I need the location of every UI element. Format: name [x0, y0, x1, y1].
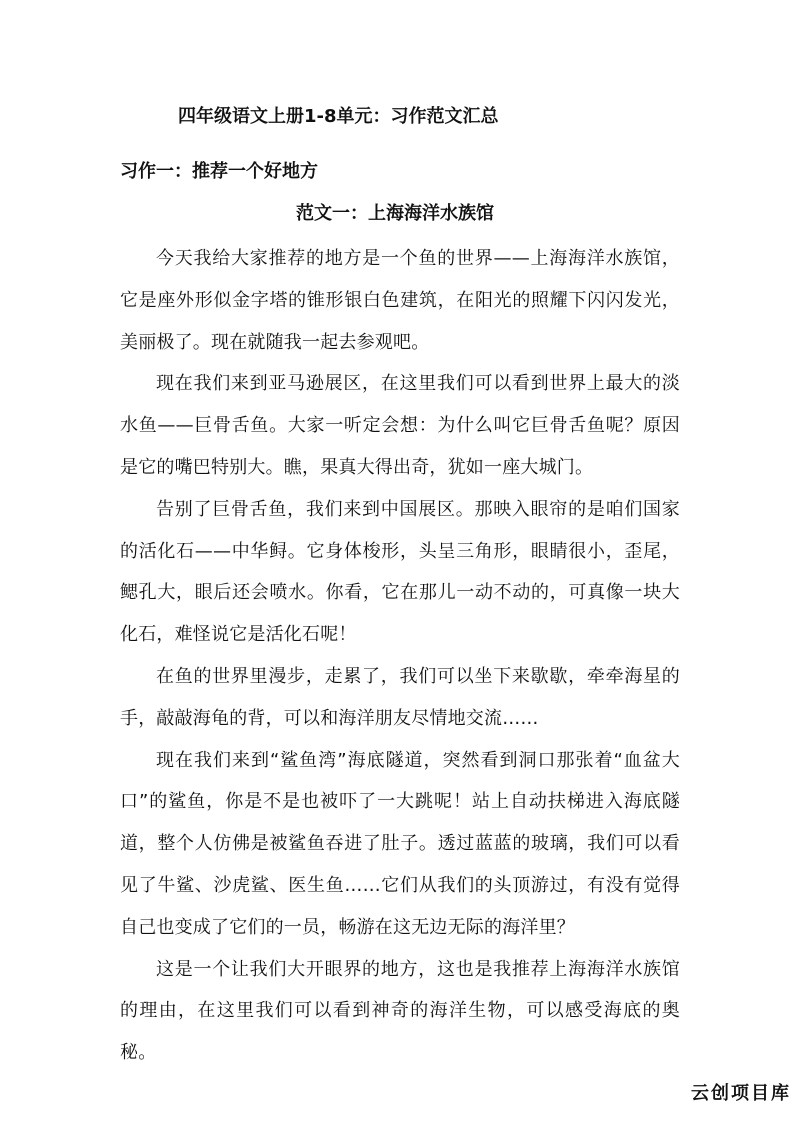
paragraph-6: 这是一个让我们大开眼界的地方，这也是我推荐上海海洋水族馆的理由，在这里我们可以看到神奇的海洋生物，可以感受海底的奥秘。	[120, 958, 680, 1064]
watermark-text: 云创项目库	[691, 1083, 791, 1104]
essay-title: 范文一：上海海洋水族馆	[296, 203, 494, 224]
paragraph-3: 告别了巨骨舌鱼，我们来到中国展区。那映入眼帘的是咱们国家的活化石——中华鲟。它身体梭形，头呈三角形，眼睛很小，歪尾，鳃孔大，眼后还会喷水。你看，它在那儿一动不动的，可真像一块大化石，难怪说它是活化石呢！	[120, 498, 680, 646]
section-title: 习作一：推荐一个好地方	[120, 161, 318, 182]
paragraph-1: 今天我给大家推荐的地方是一个鱼的世界——上海海洋水族馆，它是座外形似金字塔的锥形银白色建筑，在阳光的照耀下闪闪发光，美丽极了。现在就随我一起去参观吧。	[120, 248, 680, 353]
paragraph-5: 现在我们来到“鲨鱼湾”海底隧道，突然看到洞口那张着“血盆大口”的鲨鱼，你是不是也被吓了一大跳呢！站上自动扶梯进入海底隧道，整个人仿佛是被鲨鱼吞进了肚子。透过蓝蓝的玻璃，我们可以看见了牛鲨、沙虎鲨、医生鱼……它们从我们的头顶游过，有没有觉得自己也变成了它们的一员，畅游在这无边无际的海洋里？	[120, 749, 680, 938]
paragraph-4: 在鱼的世界里漫步，走累了，我们可以坐下来歇歇，牵牵海星的手，敲敲海龟的背，可以和海洋朋友尽情地交流……	[120, 665, 680, 729]
paragraph-2: 现在我们来到亚马逊展区，在这里我们可以看到世界上最大的淡水鱼——巨骨舌鱼。大家一听定会想：为什么叫它巨骨舌鱼呢？原因是它的嘴巴特别大。瞧，果真大得出奇，犹如一座大城门。	[120, 373, 680, 478]
essay-body	[120, 238, 680, 1074]
document-title: 四年级语文上册1-8单元：习作范文汇总	[178, 106, 499, 127]
